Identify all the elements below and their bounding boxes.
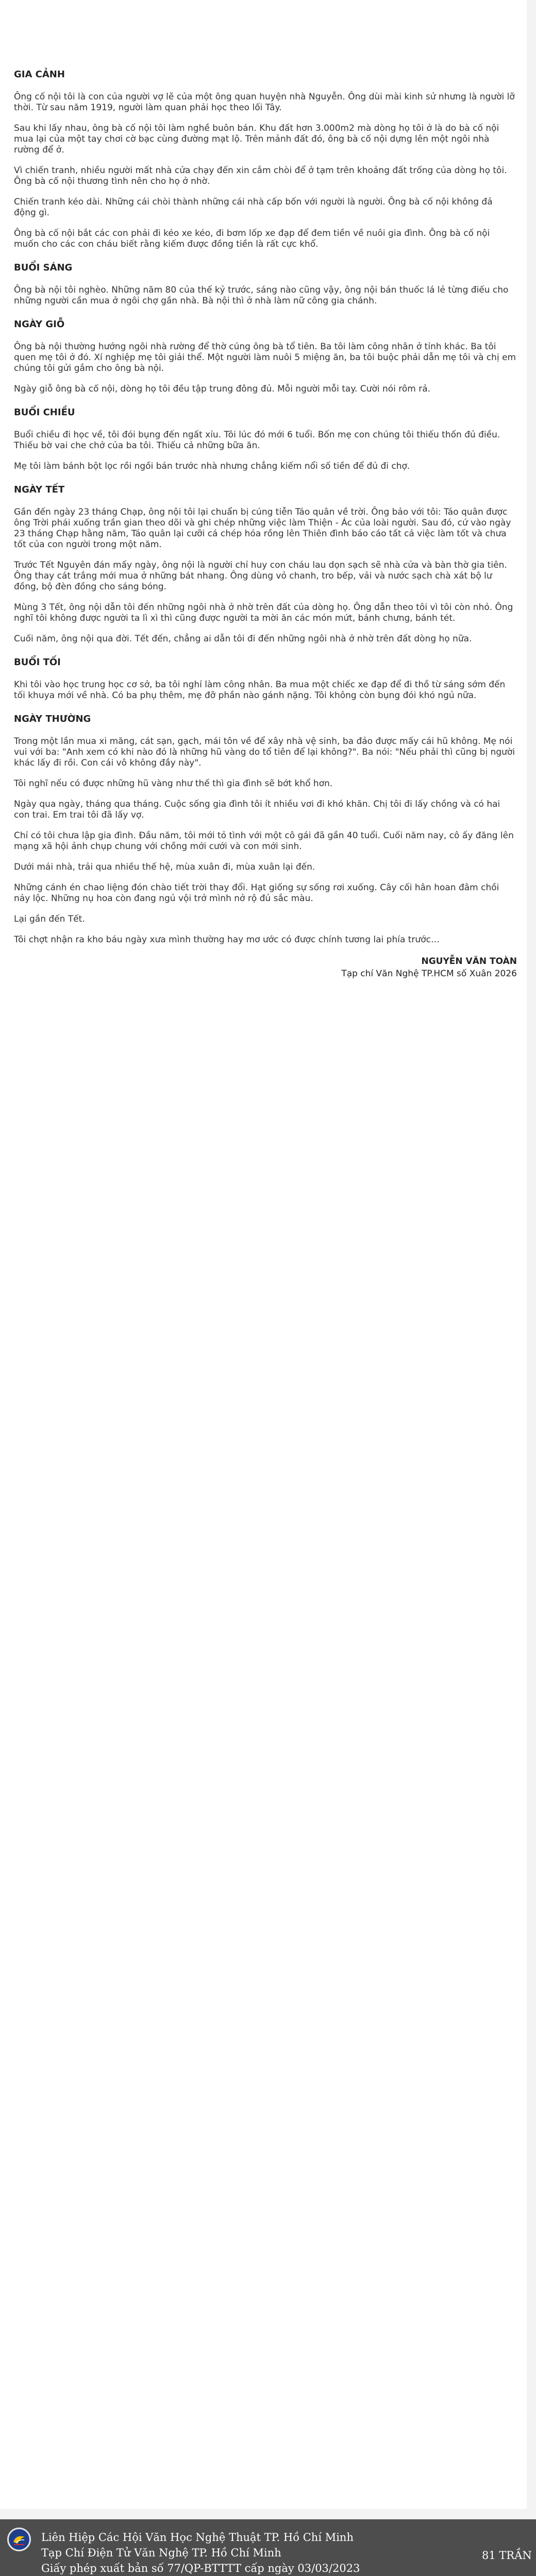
- article-paragraph: Trong một lần mua xi măng, cát sạn, gạch, mái tôn về để xây nhà vệ sinh, ba đảo được mấy cái hũ không. Mẹ nói vui với ba: "Anh xem có khi nào đó là những hũ vàng do tổ tiên để lại không?". Ba nói: "Nếu phải thì cũng bị người khác lấy đi rồi. Con cái vô không đầy này".: [14, 736, 515, 768]
- article-paragraph: Gần đến ngày 23 tháng Chạp, ông nội tôi lại chuẩn bị cúng tiễn Táo quân về trời. Ông bảo với tôi: Táo quân được ông Trời phái xuống trần gian theo dõi và ghi chép những việc làm Thiện - Ác của loài người. Sau đó, cứ vào ngày 23 tháng Chạp hằng năm, Táo quân lại cưỡi cá chép hóa rồng lên Thiên đình báo cáo tất cả việc làm tốt và chưa tốt của con người trong một năm.: [14, 507, 511, 550]
- publication-source: Tạp chí Văn Nghệ TP.HCM số Xuân 2026: [341, 969, 517, 979]
- section-heading: NGÀY THƯỜNG: [14, 714, 91, 724]
- site-footer: [0, 2519, 536, 2576]
- article-paragraph: Ngày giỗ ông bà cố nội, dòng họ tôi đều tập trung đông đủ. Mỗi người mỗi tay. Cười nói rôm rả.: [14, 384, 431, 394]
- article-paragraph: Khi tôi vào học trung học cơ sở, ba tôi nghỉ làm công nhân. Ba mua một chiếc xe đạp để đi thồ từ sáng sớm đến tối khuya mới về nhà. Có ba phụ thêm, mẹ đỡ phần nào gánh nặng. Tôi không còn bụng đói khó ngủ nữa.: [14, 680, 506, 701]
- footer-info: [41, 2530, 389, 2576]
- footer-license: Giấy phép xuất bản số 77/QP-BTTTT cấp ngày 03/03/2023: [41, 2562, 360, 2574]
- article-paragraph: Chiến tranh kéo dài. Những cái chòi thành những cái nhà cấp bốn với người là người. Ông bà cố nội không đả động gì.: [14, 197, 493, 218]
- article-paragraph: Ngày qua ngày, tháng qua tháng. Cuộc sống gia đình tôi ít nhiều vơi đi khó khăn. Chị tôi đi lấy chồng và có hai con trai. Em trai tôi đã lấy vợ.: [14, 799, 500, 820]
- article-paragraph: Lại gần đến Tết.: [14, 914, 85, 924]
- article-paragraph: Dưới mái nhà, trải qua nhiều thế hệ, mùa xuân đi, mùa xuân lại đến.: [14, 862, 315, 872]
- article-paragraph: Vì chiến tranh, nhiều người mất nhà cửa chạy đến xin cắm chòi để ở tạm trên khoảng đất trống của dòng họ tôi. Ông bà cố nội thương tình nên cho họ ở nhờ.: [14, 165, 507, 187]
- article-paragraph: Buổi chiều đi học về, tôi đói bụng đến ngất xỉu. Tôi lúc đó mới 6 tuổi. Bốn mẹ con chúng tôi thiếu thốn đủ điều. Thiếu bờ vai che chở của ba tôi. Thiếu cả những bữa ăn.: [14, 430, 500, 451]
- article-paragraph: Mẹ tôi làm bánh bột lọc rồi ngồi bán trước nhà nhưng chẳng kiếm nổi số tiền để đủ đi chợ.: [14, 461, 410, 471]
- article-paragraph: Chỉ có tôi chưa lập gia đình. Đầu năm, tôi mới tỏ tình với một cô gái đã gần 40 tuổi. Cuối năm nay, cô ấy đăng lên mạng xã hội ảnh chụp chung với chồng mới cưới và con mới sinh.: [14, 831, 514, 852]
- article-paragraph: Ông bà nội thường hướng ngôi nhà rường để thờ cúng ông bà tổ tiên. Ba tôi làm công nhân ở tỉnh khác. Ba tôi quen mẹ tôi ở đó. Xí nghiệp mẹ tôi giải thể. Một người làm nuôi 5 miệng ăn, ba tôi buộc phải dẫn mẹ tôi và chị em chúng tôi gửi gắm cho ông bà nội.: [14, 342, 516, 374]
- footer-magazine-name: Tạp Chí Điện Tử Văn Nghệ TP. Hồ Chí Minh: [41, 2547, 281, 2559]
- article-paragraph: Ông bà nội tôi nghèo. Những năm 80 của thế kỷ trước, sáng nào cũng vậy, ông nội bán thuốc lá lẻ từng điếu cho những người cần mua ở ngôi chợ gần nhà. Bà nội thì ở nhà làm nữ công gia chánh.: [14, 285, 509, 306]
- article-paragraph: Ông cố nội tôi là con của người vợ lẽ của một ông quan huyện nhà Nguyễn. Ông dùi mài kinh sử nhưng là người lỡ thời. Từ sau năm 1919, người làm quan phải học theo lối Tây.: [14, 92, 515, 113]
- section-heading: BUỔI SÁNG: [14, 262, 73, 273]
- article-signoff: [14, 955, 517, 980]
- footer-address: 81 TRẦN: [482, 2549, 532, 2562]
- article-paragraph: Mùng 3 Tết, ông nội dẫn tôi đến những ngôi nhà ở nhờ trên đất của dòng họ. Ông dẫn theo tôi vì tôi còn nhỏ. Ông nghĩ tôi không được người ta lì xì thì cũng được người ta mời ăn các món mứt, bánh chưng, bánh tét.: [14, 602, 513, 623]
- article-paragraph: Tôi nghĩ nếu có được những hũ vàng như thế thì gia đình sẽ bớt khổ hơn.: [14, 778, 333, 789]
- association-logo-icon[interactable]: [7, 2528, 31, 2551]
- section-heading: GIA CẢNH: [14, 69, 65, 80]
- article-paragraph: Cuối năm, ông nội qua đời. Tết đến, chẳng ai dẫn tôi đi đến những ngôi nhà ở nhờ trên đất dòng họ nữa.: [14, 634, 472, 644]
- article-paragraph: Sau khi lấy nhau, ông bà cố nội tôi làm nghề buôn bán. Khu đất hơn 3.000m2 mà dòng họ tôi ở là do bà cố nội mua lại của một tay chơi cờ bạc cùng đường mạt lộ. Trên mảnh đất đó, ông bà cố nội dựng lên một ngôi nhà rường để ở.: [14, 123, 499, 155]
- section-heading: NGÀY TẾT: [14, 484, 65, 495]
- section-heading: NGÀY GIỖ: [14, 319, 65, 330]
- article-paragraph: Trước Tết Nguyên đán mấy ngày, ông nội là người chỉ huy con cháu lau dọn sạch sẽ nhà cửa và bàn thờ gia tiên. Ông thay cát trắng mới mua ở những bát nhang. Ông dùng vỏ chanh, tro bếp, vải và nước sạch chà xát bộ lư đồng, bộ đèn đồng cho sáng bóng.: [14, 560, 507, 592]
- section-heading: BUỔI TỐI: [14, 657, 61, 668]
- article-paragraph: Ông bà cố nội bắt các con phải đi kéo xe kéo, đi bơm lốp xe đạp để đem tiền về nuôi gia đình. Ông bà cố nội muốn cho các con cháu biết rằng kiếm được đồng tiền là rất cực khổ.: [14, 228, 490, 249]
- article-paragraph: Những cánh én chao liệng đón chào tiết trời thay đổi. Hạt giống sự sống rơi xuống. Cây cối hân hoan đâm chồi nảy lộc. Những nụ hoa còn đang ngủ vội trở mình nở rộ đủ sắc màu.: [14, 883, 499, 904]
- author-name: NGUYỄN VĂN TOÀN: [421, 956, 517, 967]
- article-body: [14, 57, 517, 980]
- footer-org-name: Liên Hiệp Các Hội Văn Học Nghệ Thuật TP. Hồ Chí Minh: [41, 2531, 354, 2544]
- article-paragraph: Tôi chợt nhận ra kho báu ngày xưa mình thường hay mơ ước có được chính tương lai phía trước…: [14, 935, 440, 945]
- section-heading: BUỔI CHIỀU: [14, 407, 75, 418]
